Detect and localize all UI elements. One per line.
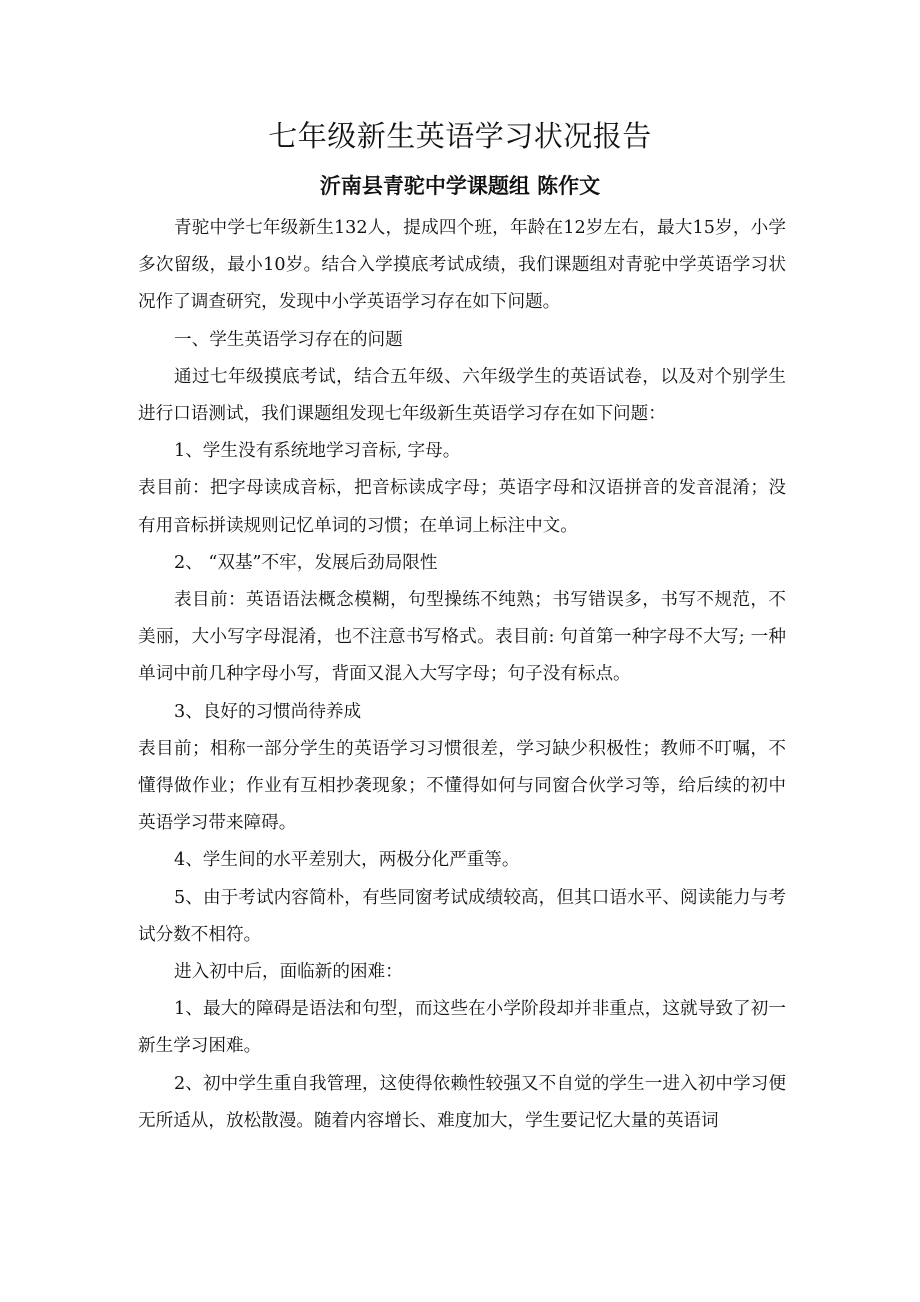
list-item-1: 1、学生没有系统地学习音标, 字母。 bbox=[174, 441, 461, 462]
document-subtitle: 沂南县青驼中学课题组 陈作文 bbox=[319, 174, 601, 198]
document-body bbox=[138, 210, 786, 1140]
paragraph-new-difficulties: 进入初中后，面临新的困难： bbox=[174, 962, 403, 983]
difficulty-item-2: 2、初中学生重自我管理，这使得依赖性较强又不自觉的学生一进入初中学习便无所适从，放松散漫。随着内容增长、难度加大，学生要记忆大量的英语词 bbox=[138, 1073, 786, 1131]
section-heading-problems: 一、学生英语学习存在的问题 bbox=[174, 329, 403, 350]
paragraph-survey: 通过七年级摸底考试，结合五年级、六年级学生的英语试卷，以及对个别学生进行口语测试，我们课题组发现七年级新生英语学习存在如下问题： bbox=[138, 366, 786, 425]
list-item-4: 4、学生间的水平差别大，两极分化严重等。 bbox=[174, 850, 520, 871]
paragraph-item-1-detail: 表目前：把字母读成音标，把音标读成字母；英语字母和汉语拼音的发音混淆；没有用音标拼读规则记忆单词的习惯；在单词上标注中文。 bbox=[138, 478, 786, 536]
document-title: 七年级新生英语学习状况报告 bbox=[268, 119, 652, 153]
difficulty-item-1: 1、最大的障碍是语法和句型，而这些在小学阶段却并非重点，这就导致了初一新生学习困难。 bbox=[138, 999, 786, 1057]
list-item-3: 3、良好的习惯尚待养成 bbox=[174, 701, 362, 722]
paragraph-item-3-detail: 表目前；相称一部分学生的英语学习习惯很差，学习缺少积极性；教师不叮嘱，不懂得做作业；作业有互相抄袭现象；不懂得如何与同窗合伙学习等，给后续的初中英语学习带来障碍。 bbox=[138, 738, 786, 834]
list-item-5: 5、由于考试内容简朴，有些同窗考试成绩较高，但其口语水平、阅读能力与考试分数不相符。 bbox=[138, 887, 786, 945]
paragraph-intro: 青驼中学七年级新生132人，提成四个班，年龄在12岁左右，最大15岁，小学多次留级，最小10岁。结合入学摸底考试成绩，我们课题组对青驼中学英语学习状况作了调查研究，发现中小学英语学习存在如下问题。 bbox=[138, 218, 786, 313]
paragraph-item-2-detail: 表目前：英语语法概念模糊，句型操练不纯熟；书写错误多，书写不规范，不美丽，大小写字母混淆，也不注意书写格式。表目前: 句首第一种字母不大写; 一种单词中前几种字母小写，背面又混入大写字母；句子没有标点。 bbox=[138, 590, 786, 685]
list-item-2: 2、 “双基”不牢，发展后劲局限性 bbox=[174, 552, 438, 573]
